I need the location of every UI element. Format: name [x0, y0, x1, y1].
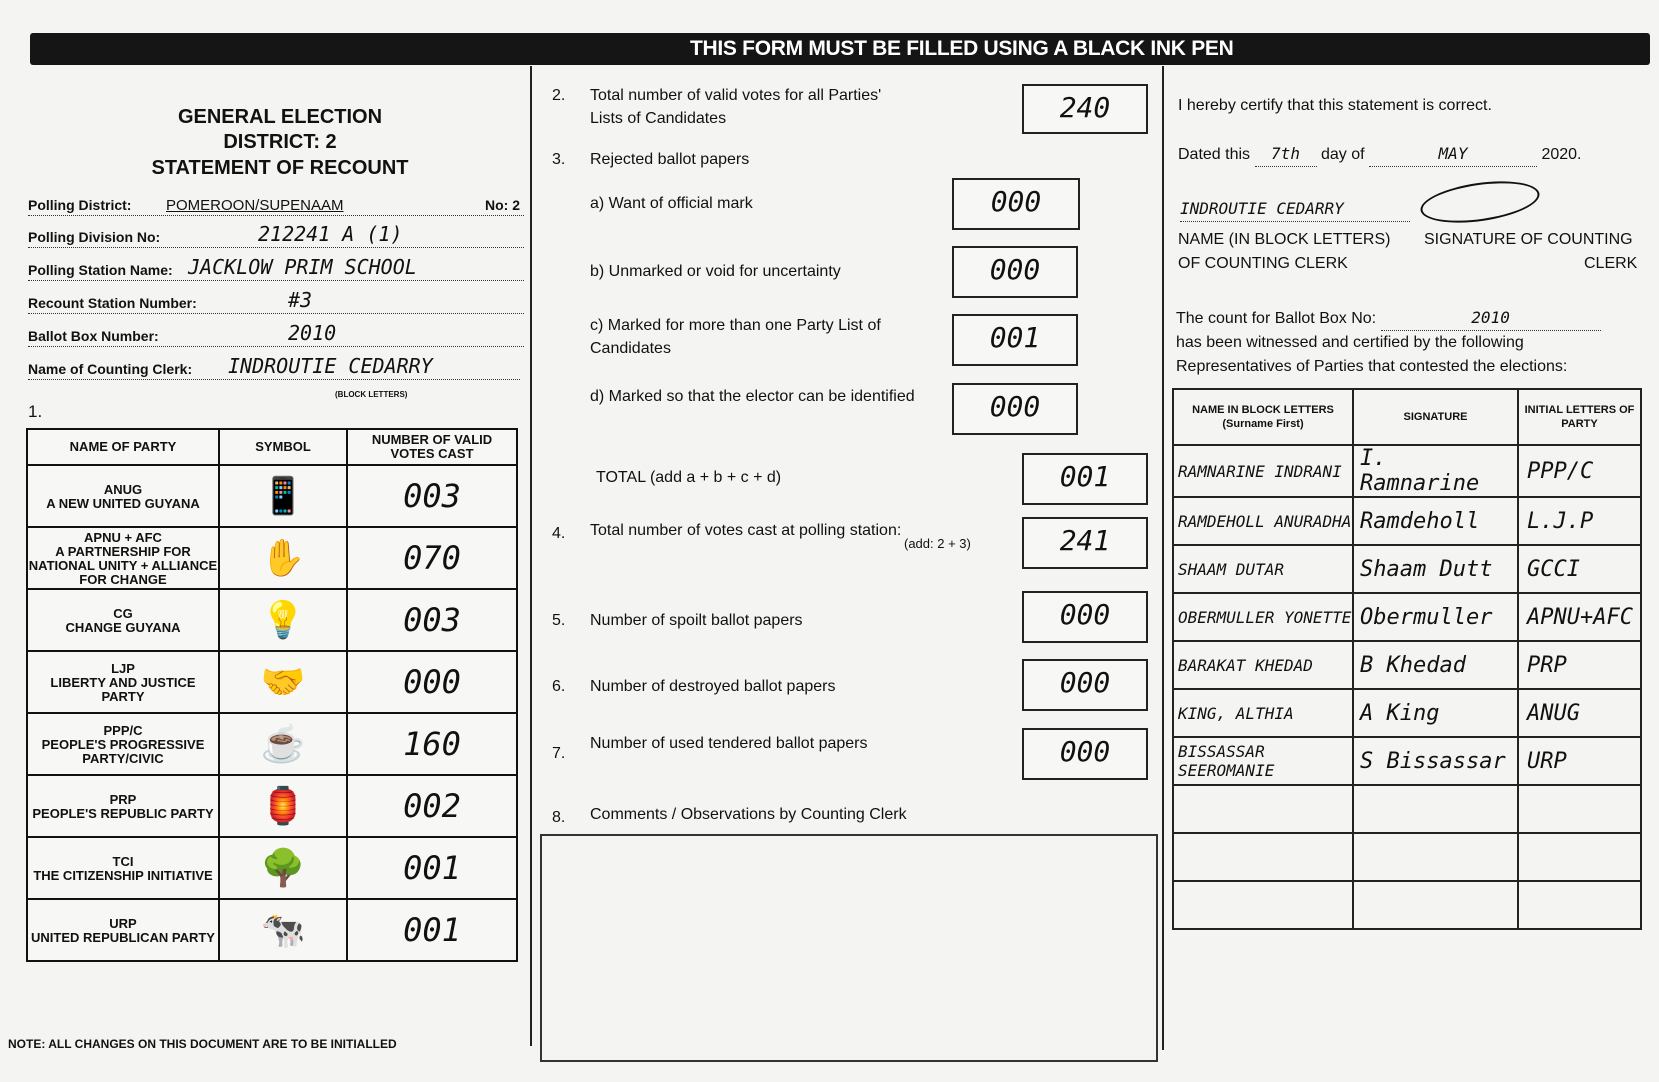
- rep-party: [1518, 881, 1641, 929]
- polling-station-field: [28, 255, 524, 281]
- rep-name: BISSASSAR SEEROMANIE: [1173, 737, 1353, 785]
- rep-signature: I. Ramnarine: [1353, 445, 1518, 497]
- table-row: [1173, 593, 1641, 641]
- rep-name: [1173, 881, 1353, 929]
- party-name: CHANGE GUYANA: [65, 619, 181, 635]
- signature-label-line1: SIGNATURE OF COUNTING: [1424, 231, 1633, 248]
- item-7-value-box: 000: [1022, 728, 1148, 780]
- rep-name: RAMNARINE INDRANI: [1173, 445, 1353, 497]
- item-3-number: 3.: [552, 151, 566, 168]
- item-5-number: 5.: [552, 612, 566, 629]
- party-code: PRP: [109, 791, 137, 807]
- polling-station-value: JACKLOW PRIM SCHOOL: [188, 255, 417, 279]
- hand-key-icon: ✋: [219, 527, 347, 589]
- party-code: LJP: [111, 660, 135, 676]
- party-votes: 003: [347, 589, 517, 651]
- party-code: ANUG: [103, 481, 143, 497]
- rep-party: APNU+AFC: [1518, 593, 1641, 641]
- table-row: [1173, 737, 1641, 785]
- rep-signature: [1353, 785, 1518, 833]
- column-divider-left: [530, 66, 532, 1046]
- header-symbol: SYMBOL: [219, 429, 347, 465]
- rep-name: KING, ALTHIA: [1173, 689, 1353, 737]
- party-table-header: [27, 429, 517, 465]
- polling-division-field: [28, 222, 524, 248]
- party-votes: 002: [347, 775, 517, 837]
- party-votes: 003: [347, 465, 517, 527]
- party-votes-table: [26, 428, 518, 962]
- item-3c-value-box: 001: [952, 314, 1078, 366]
- header-rep-signature: SIGNATURE: [1353, 389, 1518, 445]
- table-row: [1173, 689, 1641, 737]
- item-8-text: Comments / Observations by Counting Clerk: [590, 806, 907, 823]
- party-cell: [27, 775, 219, 837]
- rep-signature: B Khedad: [1353, 641, 1518, 689]
- counting-clerk-value: INDROUTIE CEDARRY: [228, 354, 433, 378]
- item-3c-text: c) Marked for more than one Party List of Candidates: [590, 317, 881, 357]
- name-label-line2: OF COUNTING CLERK: [1178, 255, 1348, 272]
- signature-label-line2: CLERK: [1584, 255, 1638, 272]
- item-6-value-box: 000: [1022, 659, 1148, 711]
- table-row: [1173, 545, 1641, 593]
- ballot-box-value: 2010: [288, 321, 337, 345]
- party-votes: 070: [347, 527, 517, 589]
- title-statement-of-recount: STATEMENT OF RECOUNT: [151, 157, 409, 179]
- block-letters-note: (BLOCK LETTERS): [335, 390, 408, 399]
- dated-line: [1178, 142, 1582, 167]
- party-name: THE CITIZENSHIP INITIATIVE: [33, 867, 213, 883]
- rep-party: [1518, 833, 1641, 881]
- party-name: PEOPLE'S PROGRESSIVE PARTY/CIVIC: [41, 736, 205, 766]
- header-rep-name: NAME IN BLOCK LETTERS (Surname First): [1173, 389, 1353, 445]
- item-4-value-box: 241: [1022, 517, 1148, 569]
- party-cell: [27, 837, 219, 899]
- item-3a-text: a) Want of official mark: [590, 195, 753, 212]
- recount-station-value: #3: [288, 288, 313, 312]
- table-row: [1173, 881, 1641, 929]
- item-7-number: 7.: [552, 745, 566, 762]
- item-2-value-box: 240: [1022, 84, 1148, 134]
- party-name: PEOPLE'S REPUBLIC PARTY: [32, 805, 214, 821]
- ballot-box-label: Ballot Box Number:: [28, 328, 159, 344]
- party-cell: [27, 899, 219, 961]
- rep-signature: S Bissassar: [1353, 737, 1518, 785]
- polling-division-label: Polling Division No:: [28, 229, 161, 245]
- item-3-text: Rejected ballot papers: [590, 151, 750, 168]
- table-row: [27, 837, 517, 899]
- title-general-election: GENERAL ELECTION: [177, 106, 383, 128]
- item-6-text: Number of destroyed ballot papers: [590, 678, 836, 695]
- witness-line2: Representatives of Parties that contested the elections:: [1176, 358, 1568, 375]
- polling-district-field: [28, 190, 524, 216]
- party-code: PPP/C: [103, 722, 143, 738]
- clerk-signature: [1418, 175, 1542, 229]
- party-votes: 160: [347, 713, 517, 775]
- party-name: A NEW UNITED GUYANA: [46, 495, 200, 511]
- party-code: TCI: [112, 853, 134, 869]
- section-1-number: 1.: [28, 402, 43, 421]
- polling-district-value: POMEROON/SUPENAAM: [166, 197, 344, 214]
- party-cell: [27, 465, 219, 527]
- table-row: [27, 899, 517, 961]
- table-row: [27, 527, 517, 589]
- party-cell: [27, 651, 219, 713]
- recount-station-field: [28, 288, 524, 314]
- count-for-label: The count for Ballot Box No:: [1176, 310, 1377, 327]
- tree-icon: 🌳: [219, 837, 347, 899]
- handshake-icon: 🤝: [219, 651, 347, 713]
- cup-icon: ☕: [219, 713, 347, 775]
- party-cell: [27, 589, 219, 651]
- rep-signature: Ramdeholl: [1353, 497, 1518, 545]
- date-day-value: 7th: [1255, 142, 1317, 167]
- table-row: [1173, 833, 1641, 881]
- item-8-number: 8.: [552, 809, 566, 826]
- rep-party: GCCI: [1518, 545, 1641, 593]
- table-row: [1173, 445, 1641, 497]
- table-row: [1173, 641, 1641, 689]
- lantern-icon: 🏮: [219, 775, 347, 837]
- item-3b-text: b) Unmarked or void for uncertainty: [590, 263, 841, 280]
- day-of-label: day of: [1320, 146, 1365, 163]
- rep-name: RAMDEHOLL ANURADHA: [1173, 497, 1353, 545]
- header-valid-votes: NUMBER OF VALID VOTES CAST: [347, 429, 517, 465]
- rep-party: L.J.P: [1518, 497, 1641, 545]
- party-code: CG: [113, 605, 133, 621]
- rep-name: SHAAM DUTAR: [1173, 545, 1353, 593]
- table-row: [27, 775, 517, 837]
- polling-district-label: Polling District:: [28, 197, 132, 213]
- name-label-line1: NAME (IN BLOCK LETTERS): [1178, 231, 1391, 248]
- clerk-name-value: INDROUTIE CEDARRY: [1180, 197, 1410, 222]
- rep-party: ANUG: [1518, 689, 1641, 737]
- column-divider-right: [1162, 66, 1164, 1050]
- table-row: [1173, 497, 1641, 545]
- item-5-text: Number of spoilt ballot papers: [590, 612, 803, 629]
- item-7-text: Number of used tendered ballot papers: [590, 735, 868, 752]
- item-4-number: 4.: [552, 525, 566, 542]
- item-2-number: 2.: [552, 87, 566, 104]
- item-3b-value-box: 000: [952, 246, 1078, 298]
- rep-party: [1518, 785, 1641, 833]
- party-votes: 001: [347, 899, 517, 961]
- rep-signature: Shaam Dutt: [1353, 545, 1518, 593]
- party-name: A PARTNERSHIP FOR NATIONAL UNITY + ALLIANCE FOR CHANGE: [28, 543, 218, 587]
- reps-table-header: [1173, 389, 1641, 445]
- ballot-box-field: [28, 321, 524, 347]
- rep-party: URP: [1518, 737, 1641, 785]
- rep-party: PPP/C: [1518, 445, 1641, 497]
- table-row: [27, 465, 517, 527]
- recount-station-label: Recount Station Number:: [28, 295, 197, 311]
- light-bulb-icon: 💡: [219, 589, 347, 651]
- rep-signature: Obermuller: [1353, 593, 1518, 641]
- party-code: URP: [109, 915, 137, 931]
- table-row: [27, 713, 517, 775]
- counting-clerk-field: [28, 354, 520, 380]
- party-votes: 001: [347, 837, 517, 899]
- rep-party: PRP: [1518, 641, 1641, 689]
- header-party-name: NAME OF PARTY: [27, 429, 219, 465]
- dated-this-label: Dated this: [1178, 146, 1251, 163]
- rep-signature: [1353, 881, 1518, 929]
- total-value-box: 001: [1022, 453, 1148, 505]
- item-3a-value-box: 000: [952, 178, 1080, 230]
- rep-name: [1173, 833, 1353, 881]
- mobile-phone-icon: 📱: [219, 465, 347, 527]
- date-year: 2020.: [1541, 146, 1582, 163]
- certify-text: I hereby certify that this statement is correct.: [1178, 97, 1492, 114]
- item-4-add-note: (add: 2 + 3): [904, 536, 971, 551]
- comments-box: [540, 834, 1158, 1062]
- rep-name: [1173, 785, 1353, 833]
- party-name: LIBERTY AND JUSTICE PARTY: [50, 674, 196, 704]
- table-row: [1173, 785, 1641, 833]
- district-no: No: 2: [485, 197, 520, 213]
- count-ballot-box-line: [1176, 306, 1601, 331]
- party-cell: [27, 527, 219, 589]
- item-6-number: 6.: [552, 678, 566, 695]
- count-ballot-box-value: 2010: [1381, 306, 1601, 331]
- item-4-text: Total number of votes cast at polling station:: [590, 522, 902, 539]
- footer-note: NOTE: ALL CHANGES ON THIS DOCUMENT ARE TO BE INITIALLED: [8, 1037, 397, 1051]
- counting-clerk-label: Name of Counting Clerk:: [28, 361, 193, 377]
- table-row: [27, 589, 517, 651]
- witness-line1: has been witnessed and certified by the following: [1176, 334, 1524, 351]
- banner: THIS FORM MUST BE FILLED USING A BLACK INK PEN: [30, 33, 1650, 65]
- polling-station-label: Polling Station Name:: [28, 262, 173, 278]
- table-row: [27, 651, 517, 713]
- polling-division-value: 212241 A (1): [258, 222, 403, 246]
- party-name: UNITED REPUBLICAN PARTY: [31, 929, 215, 945]
- item-3d-value-box: 000: [952, 383, 1078, 435]
- item-2-text: Total number of valid votes for all Parties' Lists of Candidates: [590, 87, 882, 127]
- total-text: TOTAL (add a + b + c + d): [596, 469, 782, 486]
- representatives-table: [1172, 388, 1642, 930]
- date-month-value: MAY: [1369, 142, 1537, 167]
- party-cell: [27, 713, 219, 775]
- rep-signature: A King: [1353, 689, 1518, 737]
- rep-name: BARAKAT KHEDAD: [1173, 641, 1353, 689]
- item-3d-text: d) Marked so that the elector can be identified: [590, 388, 915, 405]
- cow-icon: 🐄: [219, 899, 347, 961]
- title-district: DISTRICT: 2: [223, 131, 337, 153]
- party-code: APNU + AFC: [84, 529, 162, 545]
- item-5-value-box: 000: [1022, 591, 1148, 643]
- header-rep-party: INITIAL LETTERS OF PARTY: [1518, 389, 1641, 445]
- rep-signature: [1353, 833, 1518, 881]
- party-votes: 000: [347, 651, 517, 713]
- rep-name: OBERMULLER YONETTE: [1173, 593, 1353, 641]
